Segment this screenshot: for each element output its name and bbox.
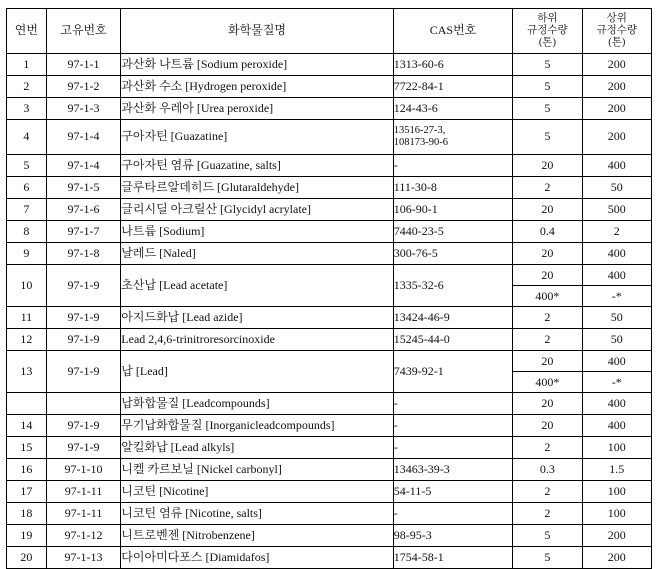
cell-high-quantity: 200: [582, 120, 651, 155]
cell-code: 97-1-7: [46, 221, 121, 243]
cell-low-quantity: 20: [513, 351, 581, 372]
high-header-line3: (톤): [608, 36, 626, 48]
cell-high-quantity: 200: [582, 98, 651, 120]
cell-high-quantity: 400: [582, 155, 651, 177]
cell-low-quantity: 20: [513, 393, 582, 415]
cell-code: 97-1-5: [46, 177, 121, 199]
cell-name: 납 [Lead]: [121, 351, 393, 393]
cell-no: 5: [7, 155, 47, 177]
cell-low-quantity: 20: [513, 199, 582, 221]
cell-name: 과산화 수소 [Hydrogen peroxide]: [121, 76, 393, 98]
cell-low-quantity: 2: [513, 503, 582, 525]
cell-low-quantity-group: [513, 265, 582, 307]
cell-low-quantity: 20: [513, 243, 582, 265]
cell-name: Lead 2,4,6-trinitroresorcinoxide: [121, 329, 393, 351]
cell-name: 구아자틴 [Guazatine]: [121, 120, 393, 155]
cell-cas: 13463-39-3: [393, 459, 512, 481]
column-header-name: 화학물질명: [121, 9, 393, 54]
table-row: [7, 329, 652, 351]
cell-cas: 300-76-5: [393, 243, 512, 265]
cell-code: 97-1-2: [46, 76, 121, 98]
cell-cas: -: [393, 393, 512, 415]
cell-code: 97-1-9: [46, 265, 121, 307]
column-header-no: 연번: [7, 9, 47, 54]
column-header-cas: CAS번호: [393, 9, 512, 54]
cell-no: 9: [7, 243, 47, 265]
table-header-row: [7, 9, 652, 54]
cell-high-quantity-group: [582, 265, 651, 307]
cell-code: 97-1-6: [46, 199, 121, 221]
cell-name: 초산납 [Lead acetate]: [121, 265, 393, 307]
cell-cas: 13424-46-9: [393, 307, 512, 329]
cell-name: 아지드화납 [Lead azide]: [121, 307, 393, 329]
table-row: [7, 503, 652, 525]
cell-code: 97-1-9: [46, 351, 121, 393]
cell-name: 구아자틴 염류 [Guazatine, salts]: [121, 155, 393, 177]
cell-name: 나트륨 [Sodium]: [121, 221, 393, 243]
cell-name: 과산화 우레아 [Urea peroxide]: [121, 98, 393, 120]
cell-low-quantity: 5: [513, 120, 582, 155]
chemical-substances-table: [6, 8, 652, 569]
cell-high-quantity: 1.5: [582, 459, 651, 481]
cell-cas: 15245-44-0: [393, 329, 512, 351]
cell-high-quantity: 100: [582, 503, 651, 525]
cell-high-quantity: 400: [583, 351, 651, 372]
cell-low-quantity: 5: [513, 547, 582, 569]
cell-low-quantity: 2: [513, 177, 582, 199]
cell-no: 19: [7, 525, 47, 547]
cell-no: 4: [7, 120, 47, 155]
cell-no: 7: [7, 199, 47, 221]
cell-high-quantity: 50: [582, 307, 651, 329]
cell-cas: 98-95-3: [393, 525, 512, 547]
cas-line: 13516-27-3,: [393, 125, 446, 137]
cell-name: 니켈 카르보닐 [Nickel carbonyl]: [121, 459, 393, 481]
cell-name: 니코틴 염류 [Nicotine, salts]: [121, 503, 393, 525]
cell-high-quantity: 200: [582, 76, 651, 98]
cell-high-quantity: 200: [582, 54, 651, 76]
cell-code: 97-1-3: [46, 98, 121, 120]
cell-low-quantity-group: [513, 351, 582, 393]
low-header-line2: 규정수량: [527, 25, 568, 37]
cell-code: 97-1-4: [46, 155, 121, 177]
cell-low-quantity: 5: [513, 54, 582, 76]
cell-code: 97-1-9: [46, 307, 121, 329]
table-row: [7, 120, 652, 155]
cell-no: 12: [7, 329, 47, 351]
cell-code: 97-1-12: [46, 525, 121, 547]
cell-code: 97-1-4: [46, 120, 121, 155]
cell-low-quantity: 2: [513, 329, 582, 351]
cell-low-quantity: 20: [513, 155, 582, 177]
cell-cas: -: [393, 503, 512, 525]
cell-name: 니트로벤젠 [Nitrobenzene]: [121, 525, 393, 547]
cell-high-quantity: 200: [582, 525, 651, 547]
table-body: [7, 54, 652, 569]
table-row: [7, 199, 652, 221]
cell-high-quantity: 50: [582, 329, 651, 351]
cell-no: 14: [7, 415, 47, 437]
table-row: [7, 76, 652, 98]
cell-name: 날레드 [Naled]: [121, 243, 393, 265]
table-row: [7, 307, 652, 329]
cell-cas: -: [393, 155, 512, 177]
cell-code: 97-1-13: [46, 547, 121, 569]
table-row: [7, 525, 652, 547]
cell-high-quantity: 2: [582, 221, 651, 243]
table-row: [7, 437, 652, 459]
cell-name: 과산화 나트륨 [Sodium peroxide]: [121, 54, 393, 76]
cell-no: 1: [7, 54, 47, 76]
cell-low-quantity: 2: [513, 481, 582, 503]
cell-cas: [393, 120, 512, 155]
cell-name: 다이아미다포스 [Diamidafos]: [121, 547, 393, 569]
table-row: [7, 98, 652, 120]
cell-cas: 7440-23-5: [393, 221, 512, 243]
cell-high-quantity: 500: [582, 199, 651, 221]
cell-code: 97-1-11: [46, 481, 121, 503]
cell-name: 글리시딜 아크릴산 [Glycidyl acrylate]: [121, 199, 393, 221]
cell-cas: 7439-92-1: [393, 351, 512, 393]
cell-no: 6: [7, 177, 47, 199]
cell-high-quantity: 400: [583, 265, 651, 286]
cell-high-quantity: 100: [582, 481, 651, 503]
cell-code: 97-1-9: [46, 415, 121, 437]
table-row: [7, 177, 652, 199]
cell-low-quantity-alt: 400*: [535, 375, 560, 389]
cell-low-quantity-alt: 400*: [535, 289, 560, 303]
cell-code: [46, 393, 121, 415]
cell-no: 8: [7, 221, 47, 243]
cell-code: 97-1-8: [46, 243, 121, 265]
cell-name: 납화합물질 [Leadcompounds]: [121, 393, 393, 415]
cell-high-quantity-group: [582, 351, 651, 393]
cell-low-quantity: 2: [513, 307, 582, 329]
cell-name: 글루타르알데히드 [Glutaraldehyde]: [121, 177, 393, 199]
table-row: [7, 547, 652, 569]
cell-high-quantity: 400: [582, 415, 651, 437]
table-row: [7, 155, 652, 177]
cell-no: 3: [7, 98, 47, 120]
table-row: [7, 54, 652, 76]
high-header-line1: 상위: [606, 13, 627, 25]
cell-no: 2: [7, 76, 47, 98]
cell-high-quantity: 50: [582, 177, 651, 199]
cell-cas: 7722-84-1: [393, 76, 512, 98]
cell-cas: -: [393, 415, 512, 437]
low-header-line1: 하위: [537, 13, 558, 25]
cell-low-quantity: 0.4: [513, 221, 582, 243]
cell-name: 니코틴 [Nicotine]: [121, 481, 393, 503]
cell-code: 97-1-11: [46, 503, 121, 525]
high-header-line2: 규정수량: [596, 25, 638, 37]
cell-low-quantity: 2: [513, 437, 582, 459]
cell-no: 16: [7, 459, 47, 481]
cell-no: 15: [7, 437, 47, 459]
cell-cas: 1335-32-6: [393, 265, 512, 307]
cell-name: 무기납화합물질 [Inorganicleadcompounds]: [121, 415, 393, 437]
column-header-high-quantity: [582, 9, 651, 54]
cell-cas: 54-11-5: [393, 481, 512, 503]
cell-low-quantity: 5: [513, 525, 582, 547]
low-header-line3: (톤): [538, 36, 556, 48]
cell-no: 17: [7, 481, 47, 503]
cell-no: 13: [7, 351, 47, 393]
table-row: [7, 351, 652, 393]
cell-high-quantity: 400: [582, 393, 651, 415]
column-header-code: 고유번호: [46, 9, 121, 54]
cell-high-quantity-alt: -*: [611, 375, 622, 389]
cell-high-quantity: 200: [582, 547, 651, 569]
cell-low-quantity: 5: [513, 76, 582, 98]
cas-line: 108173-90-6: [393, 137, 449, 148]
cell-high-quantity: 100: [582, 437, 651, 459]
cell-low-quantity: 20: [513, 415, 582, 437]
cell-name: 알킬화납 [Lead alkyls]: [121, 437, 393, 459]
table-row: [7, 221, 652, 243]
table-header: [7, 9, 652, 54]
cell-code: 97-1-9: [46, 329, 121, 351]
cell-no: [7, 393, 47, 415]
cell-cas: 124-43-6: [393, 98, 512, 120]
column-header-low-quantity: [513, 9, 582, 54]
cell-cas: 1313-60-6: [393, 54, 512, 76]
cell-no: 20: [7, 547, 47, 569]
cell-high-quantity: 400: [582, 243, 651, 265]
table-row: [7, 481, 652, 503]
cell-no: 18: [7, 503, 47, 525]
cell-no: 11: [7, 307, 47, 329]
table-row: [7, 415, 652, 437]
table-row: [7, 459, 652, 481]
table-row: [7, 393, 652, 415]
cell-code: 97-1-10: [46, 459, 121, 481]
cell-cas: 1754-58-1: [393, 547, 512, 569]
cell-low-quantity: 0.3: [513, 459, 582, 481]
cell-low-quantity: 5: [513, 98, 582, 120]
cell-high-quantity-alt: -*: [611, 289, 622, 303]
cell-no: 10: [7, 265, 47, 307]
cell-code: 97-1-1: [46, 54, 121, 76]
table-row: [7, 243, 652, 265]
cell-cas: -: [393, 437, 512, 459]
cell-code: 97-1-9: [46, 437, 121, 459]
table-row: [7, 265, 652, 307]
cell-cas: 111-30-8: [393, 177, 512, 199]
cell-low-quantity: 20: [513, 265, 581, 286]
cell-cas: 106-90-1: [393, 199, 512, 221]
